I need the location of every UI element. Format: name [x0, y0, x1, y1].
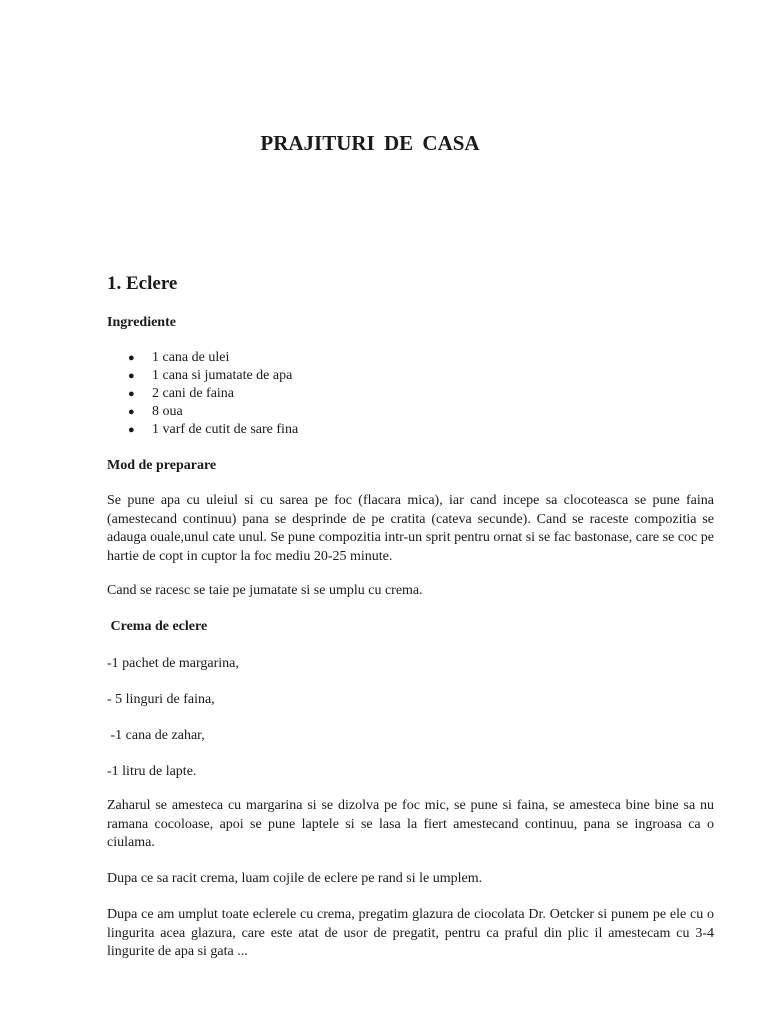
list-item: ● 1 cana si jumatate de apa — [128, 368, 293, 383]
ingredients-list — [107, 349, 298, 439]
recipe-heading: 1. Eclere — [107, 273, 178, 294]
list-item: ● 2 cani de faina — [128, 386, 235, 401]
list-item: ● 1 cana de ulei — [128, 350, 230, 365]
bullet-icon: ● — [128, 388, 135, 400]
bullet-icon: ● — [128, 370, 135, 382]
cream-item: -1 pachet de margarina, — [107, 656, 239, 671]
glaze-paragraph: Dupa ce am umplut toate eclerele cu crema, pregatim glazura de ciocolata Dr. Oetcker si punem pe ele cu o lingurita acea glazura, care este atat de usor de pregatit, pentru ca praful din plic il amestecam cu 3-4 lingurite de apa si gata ... — [107, 907, 714, 959]
method-label: Mod de preparare — [107, 458, 217, 473]
cream-label: Crema de eclere — [107, 619, 208, 634]
list-item: ● 8 oua — [128, 404, 183, 419]
bullet-icon: ● — [128, 406, 135, 418]
ingredients-label: Ingrediente — [107, 315, 176, 330]
method-paragraph: Se pune apa cu uleiul si cu sarea pe foc (flacara mica), iar cand incepe sa clocoteasca se pune faina (amestecand continuu) pana se desprinde de pe cratita (cateva secunde). Cand se raceste compozitia se adauga ouale,unul cate unul. Se pune compozitia intr-un sprit pentru ornat si se fac bastonase, care se coc pe hartie de copt in cuptor la foc mediu 20-25 minute. — [107, 493, 714, 564]
bullet-icon: ● — [128, 352, 135, 364]
bullet-icon: ● — [128, 424, 135, 436]
fill-note: Dupa ce sa racit crema, luam cojile de eclere pe rand si le umplem. — [107, 871, 483, 886]
cream-paragraph: Zaharul se amesteca cu margarina si se dizolva pe foc mic, se pune si faina, se amesteca bine bine sa nu ramana cocoloase, apoi se pune laptele si se lasa la fiert amestecand continuu, pana se ingroasa ca o ciulama. — [107, 798, 714, 850]
cream-item: -1 cana de zahar, — [107, 728, 205, 743]
list-item: ● 1 varf de cutit de sare fina — [128, 422, 299, 437]
cooling-note: Cand se racesc se taie pe jumatate si se umplu cu crema. — [107, 583, 423, 598]
cream-item: -1 litru de lapte. — [107, 764, 197, 779]
cream-item: - 5 linguri de faina, — [107, 692, 215, 707]
document-title: PRAJITURI DE CASA — [260, 131, 480, 155]
